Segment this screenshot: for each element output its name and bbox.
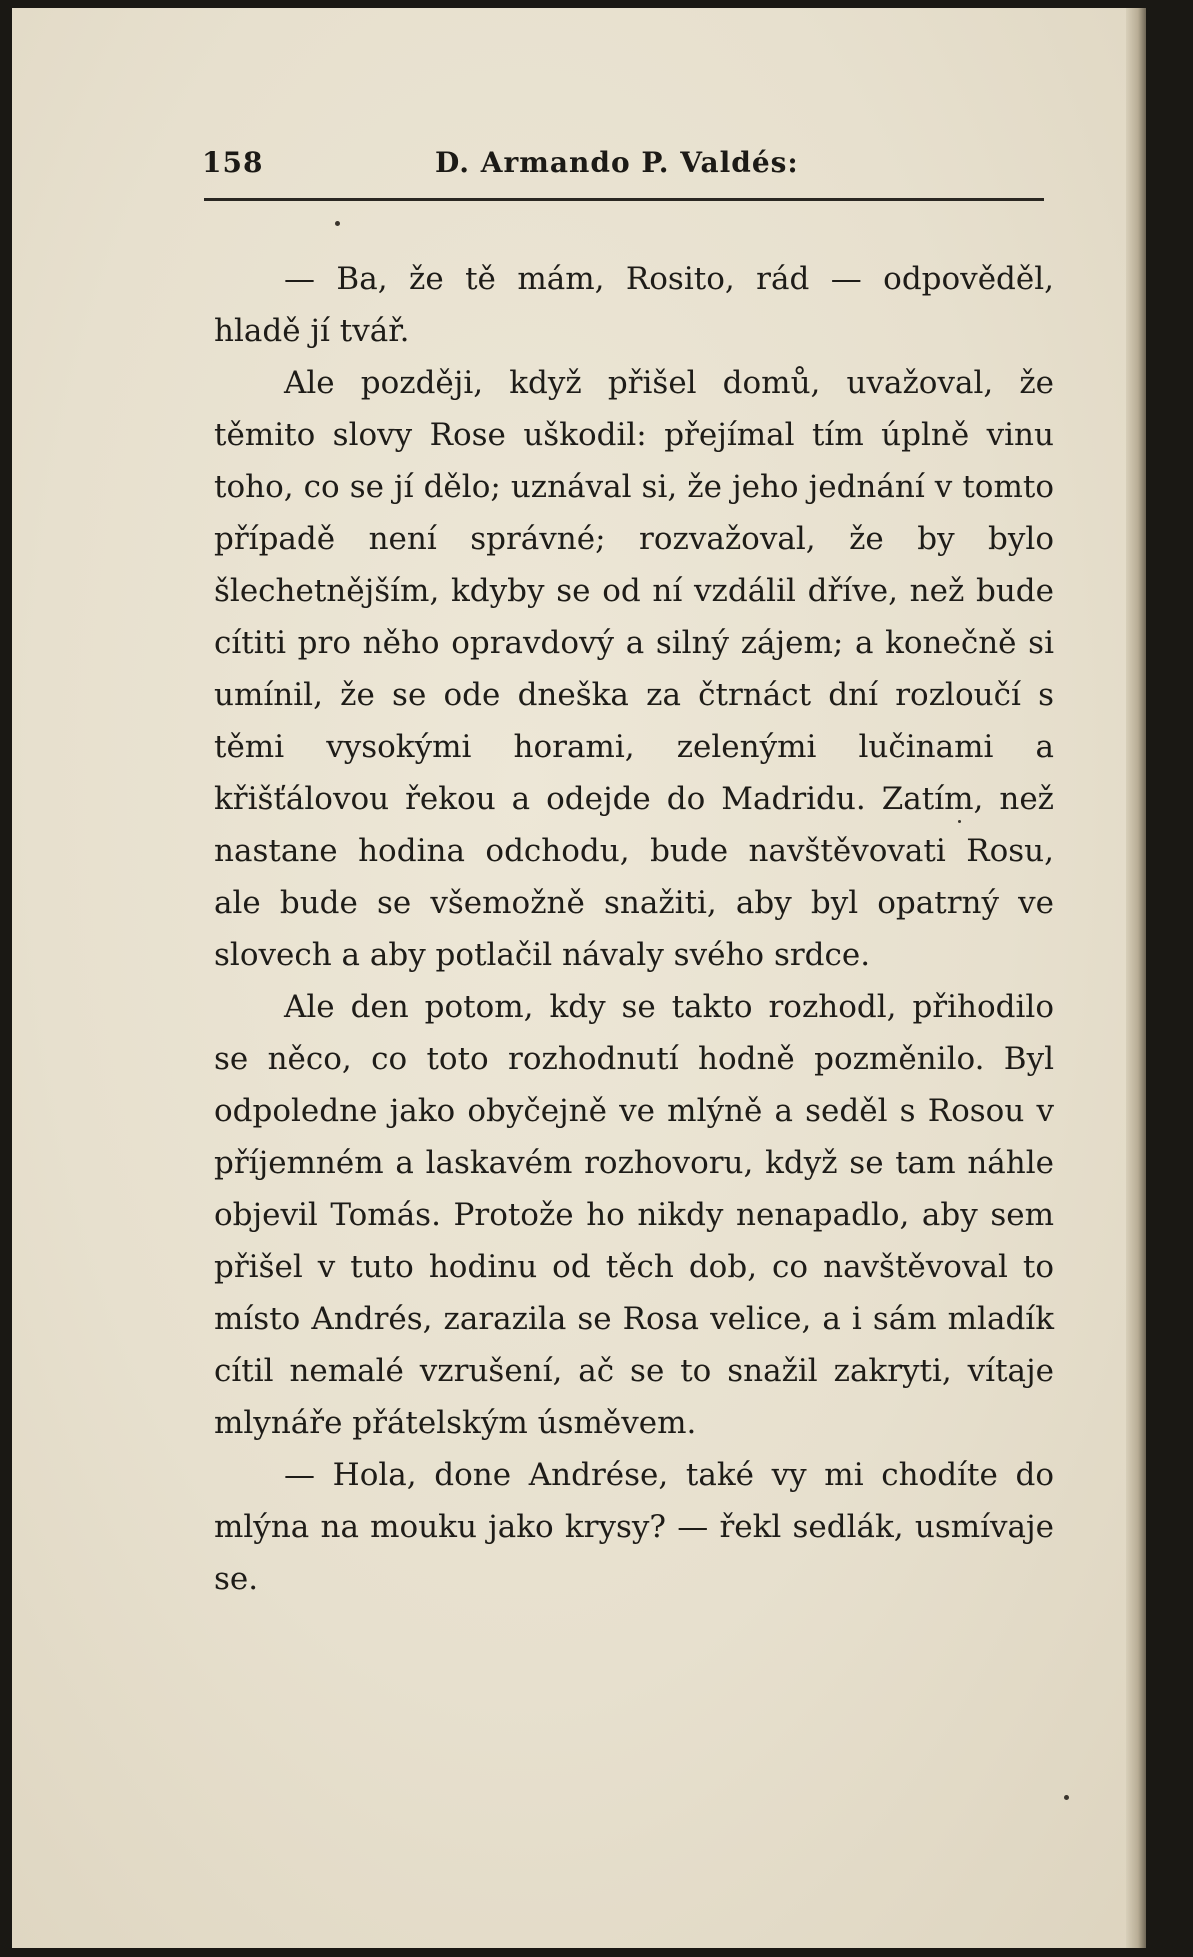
page-number: 158 [202, 146, 264, 179]
page-header [202, 146, 1044, 196]
page-spine-shadow [1126, 8, 1146, 1948]
body-text [214, 253, 1054, 1605]
header-rule [204, 198, 1044, 201]
paragraph-2: Ale později, když přišel domů, uvažoval, že těmito slovy Rose uškodil: přejímal tím úplně vinu toho, co se jí dělo; uznával si, že jeho jednání v tomto případě není správné; rozvažoval, že by bylo šlechetnějším, kdyby se od ní vzdálil dříve, než bude cítiti pro něho opravdový a silný zájem; a konečně si umínil, že se ode dneška za čtrnáct dní rozloučí s těmi vysokými horami, zelenými lučinami a křišťálovou řekou a odejde do Madridu. Zatím, než nastane hodina odchodu, bude navštěvovati Rosu, ale bude se všemožně snažiti, aby byl opatrný ve slovech a aby potlačil návaly svého srdce. [214, 365, 1054, 973]
book-page [12, 8, 1146, 1948]
paragraph-3: Ale den potom, kdy se takto rozhodl, přihodilo se něco, co toto rozhodnutí hodně pozměnilo. Byl odpoledne jako obyčejně ve mlýně a seděl s Rosou v příjemném a laskavém rozhovoru, když se tam náhle objevil Tomás. Protože ho nikdy nenapadlo, aby sem přišel v tuto hodinu od těch dob, co navštěvoval to místo Andrés, zarazila se Rosa velice, a i sám mladík cítil nemalé vzrušení, ač se to snažil zakryti, vítaje mlynáře přátelským úsměvem. [214, 989, 1054, 1441]
paragraph-4: — Hola, done Andrése, také vy mi chodíte do mlýna na mouku jako krysy? — řekl sedlák, usmívaje se. [214, 1457, 1054, 1597]
print-speck [958, 820, 961, 823]
print-speck [335, 221, 340, 226]
running-title: D. Armando P. Valdés: [435, 146, 799, 179]
paragraph-1: — Ba, že tě mám, Rosito, rád — odpověděl, hladě jí tvář. [214, 261, 1054, 349]
print-speck [1064, 1795, 1069, 1800]
